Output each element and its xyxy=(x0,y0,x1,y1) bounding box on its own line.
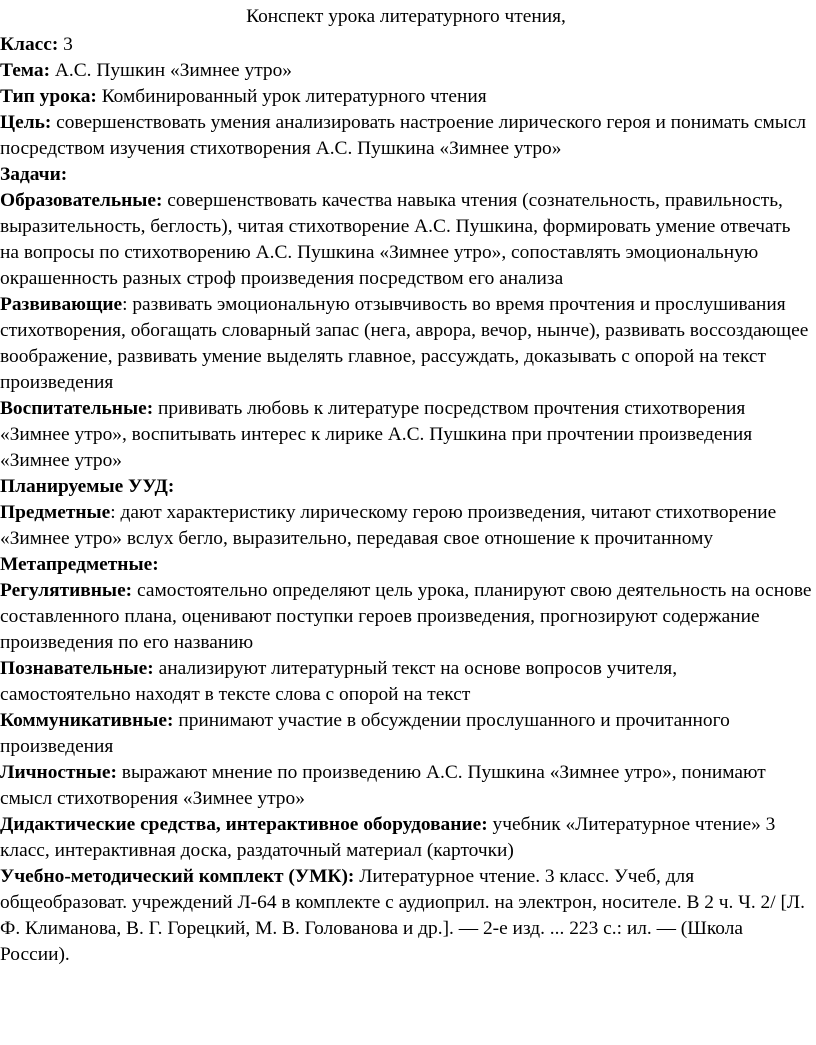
field-value: анализируют литературный текст на основе вопросов учителя, самостоятельно находят в тексте слова с опорой на текст xyxy=(0,658,678,705)
field-educational xyxy=(0,188,812,292)
field-value: : дают характеристику лирическому герою произведения, читают стихотворение «Зимнее утро» вслух бегло, выразительно, передавая свое отношение к прочитанному xyxy=(0,502,777,549)
field-value: 3 xyxy=(58,34,73,55)
field-personal xyxy=(0,760,812,812)
field-umk xyxy=(0,864,812,968)
section-tasks xyxy=(0,162,812,188)
field-value: Литературное чтение. 3 класс. Учеб, для общеобразоват. учреждений Л-64 в комплекте с аудиоприл. на электрон, носителе. В 2 ч. Ч. 2/ [Л. Ф. Климанова, В. Г. Горецкий, М. В. Голованова и др.]. — 2-е изд. ... 223 с.: ил. — (Школа России). xyxy=(0,866,805,965)
field-value: Комбинированный урок литературного чтения xyxy=(96,86,487,107)
field-label: Предметные xyxy=(0,502,111,523)
field-value: выражают мнение по произведению А.С. Пушкина «Зимнее утро», понимают смысл стихотворения «Зимнее утро» xyxy=(0,762,766,809)
field-communicative xyxy=(0,708,812,760)
field-label: Воспитательные: xyxy=(0,398,154,419)
section-planned-uud xyxy=(0,474,812,500)
field-value: самостоятельно определяют цель урока, планируют свою деятельность на основе составленного плана, оценивают поступки героев произведения, прогнозируют содержание произведения по его названию xyxy=(0,580,812,653)
field-regulatory xyxy=(0,578,812,656)
field-label: Учебно-методический комплект (УМК): xyxy=(0,866,355,887)
field-didactic-means xyxy=(0,812,812,864)
section-metasubject xyxy=(0,552,812,578)
field-label: Развивающие xyxy=(0,294,123,315)
field-value: : развивать эмоциональную отзывчивость во время прочтения и прослушивания стихотворения, обогащать словарный запас (нега, аврора, вечор, нынче), развивать воссоздающее воображение, развивать умение выделять главное, рассуждать, доказывать с опорой на текст произведения xyxy=(0,294,809,393)
field-topic xyxy=(0,58,812,84)
field-value: прививать любовь к литературе посредством прочтения стихотворения «Зимнее утро», воспитывать интерес к лирике А.С. Пушкина при прочтении произведения «Зимнее утро» xyxy=(0,398,753,471)
document-title: Конспект урока литературного чтения, xyxy=(246,6,566,27)
field-label: Дидактические средства, интерактивное оборудование: xyxy=(0,814,488,835)
section-heading: Задачи: xyxy=(0,164,68,185)
field-value: А.С. Пушкин «Зимнее утро» xyxy=(50,60,292,81)
field-label: Класс: xyxy=(0,34,59,55)
field-developmental xyxy=(0,292,812,396)
field-value: принимают участие в обсуждении прослушанного и прочитанного произведения xyxy=(0,710,730,757)
field-label: Познавательные: xyxy=(0,658,154,679)
field-label: Коммуникативные: xyxy=(0,710,174,731)
field-value: совершенствовать качества навыка чтения (сознательность, правильность, выразительность, беглость), читая стихотворение А.С. Пушкина, формировать умение отвечать на вопросы по стихотворению А.С. Пушкина «Зимнее утро», сопоставлять эмоциональную окрашенность разных строф произведения посредством его анализа xyxy=(0,190,791,289)
field-class xyxy=(0,32,812,58)
section-heading: Метапредметные: xyxy=(0,554,159,575)
field-label: Тип урока: xyxy=(0,86,97,107)
field-lesson-type xyxy=(0,84,812,110)
field-upbringing xyxy=(0,396,812,474)
field-subject xyxy=(0,500,812,552)
field-label: Тема: xyxy=(0,60,51,81)
field-label: Цель: xyxy=(0,112,52,133)
field-value: совершенствовать умения анализировать настроение лирического героя и понимать смысл посредством изучения стихотворения А.С. Пушкина «Зимнее утро» xyxy=(0,112,807,159)
field-label: Образовательные: xyxy=(0,190,163,211)
field-label: Регулятивные: xyxy=(0,580,133,601)
section-heading: Планируемые УУД: xyxy=(0,476,175,497)
field-goal xyxy=(0,110,812,162)
field-label: Личностные: xyxy=(0,762,117,783)
field-value: учебник «Литературное чтение» 3 класс, интерактивная доска, раздаточный материал (карточки) xyxy=(0,814,776,861)
field-cognitive xyxy=(0,656,812,708)
